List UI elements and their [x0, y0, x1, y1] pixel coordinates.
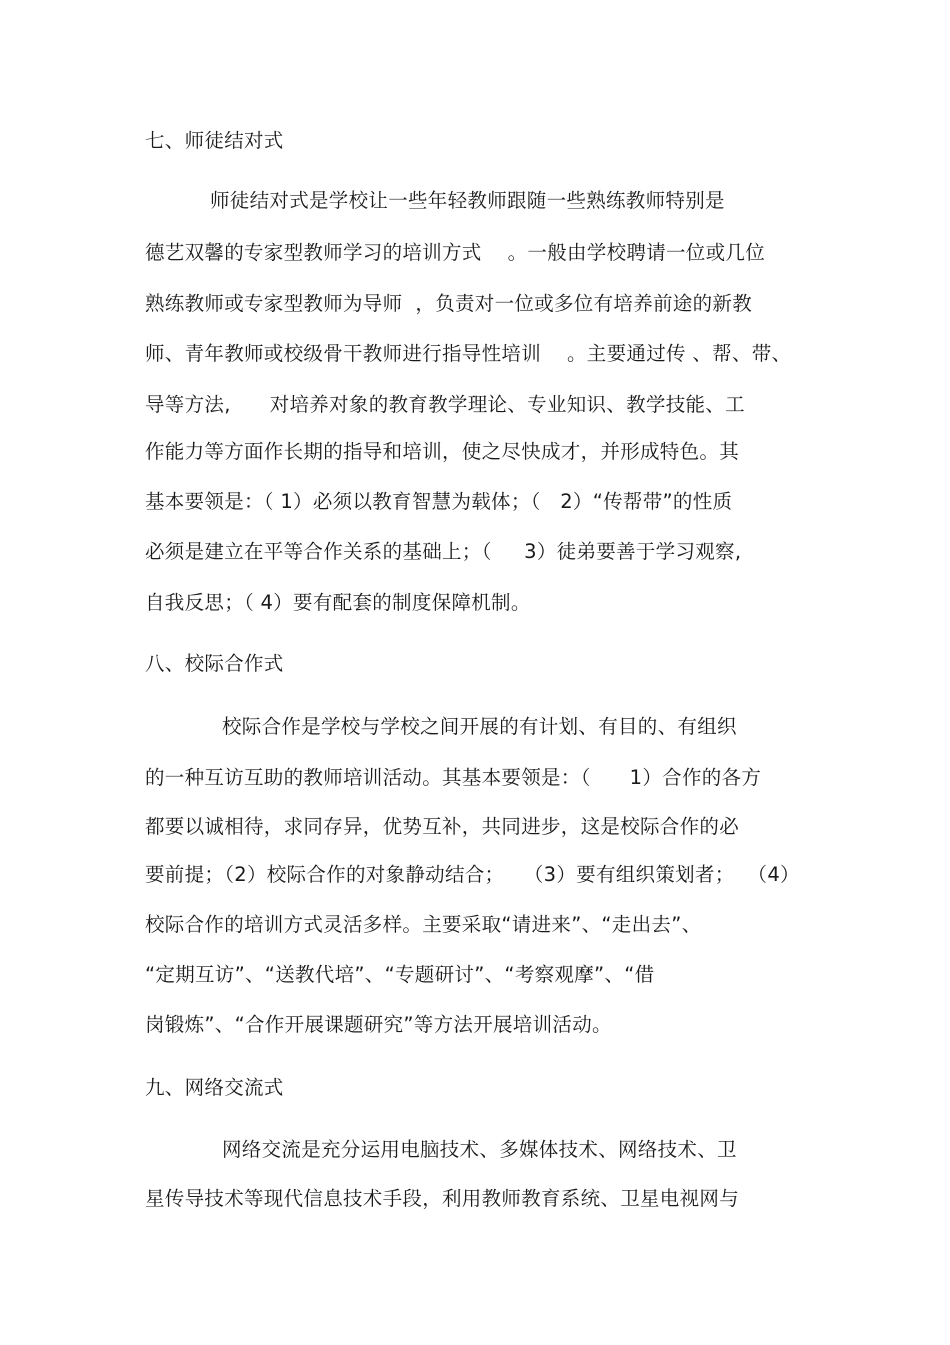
paragraph-line: 自我反思；（ 4）要有配套的制度保障机制。: [145, 591, 531, 614]
paragraph-line: 校际合作是学校与学校之间开展的有计划、有目的、有组织: [222, 715, 737, 738]
paragraph-line: 导等方法, 对培养对象的教育教学理论、专业知识、教学技能、工: [145, 393, 745, 416]
paragraph-line: 岗锻炼”、“合作开展课题研究”等方法开展培训活动。: [145, 1013, 612, 1036]
paragraph-line: 师、青年教师或校级骨干教师进行指导性培训 。主要通过传 、帮、带、: [145, 342, 792, 365]
paragraph-line: 德艺双馨的专家型教师学习的培训方式 。一般由学校聘请一位或几位: [145, 241, 765, 264]
section-heading: 九、网络交流式: [145, 1076, 284, 1099]
paragraph-line: 要前提；（2）校际合作的对象静动结合； （3）要有组织策划者； （4）: [145, 863, 800, 886]
paragraph-line: 的一种互访互助的教师培训活动。其基本要领是：（ 1）合作的各方: [145, 766, 762, 789]
paragraph-line: 校际合作的培训方式灵活多样。主要采取“请进来”、“走出去”、: [145, 913, 702, 936]
section-heading: 八、校际合作式: [145, 652, 284, 675]
paragraph-line: 师徒结对式是学校让一些年轻教师跟随一些熟练教师特别是: [210, 189, 725, 212]
paragraph-line: 必须是建立在平等合作关系的基础上；（ 3）徒弟要善于学习观察,: [145, 540, 742, 563]
paragraph-line: “定期互访”、“送教代培”、“专题研讨”、“考察观摩”、“借: [145, 963, 655, 986]
paragraph-line: 都要以诚相待，求同存异，优势互补，共同进步，这是校际合作的必: [145, 815, 740, 838]
paragraph-line: 基本要领是：（ 1）必须以教育智慧为载体；（ 2）“传帮带”的性质: [145, 490, 733, 513]
paragraph-line: 星传导技术等现代信息技术手段，利用教师教育系统、卫星电视网与: [145, 1187, 740, 1210]
section-heading: 七、师徒结对式: [145, 129, 284, 152]
paragraph-line: 作能力等方面作长期的指导和培训，使之尽快成才，并形成特色。其: [145, 440, 740, 463]
paragraph-line: 熟练教师或专家型教师为导师 ，负责对一位或多位有培养前途的新教: [145, 292, 752, 315]
paragraph-line: 网络交流是充分运用电脑技术、多媒体技术、网络技术、卫: [222, 1138, 737, 1161]
